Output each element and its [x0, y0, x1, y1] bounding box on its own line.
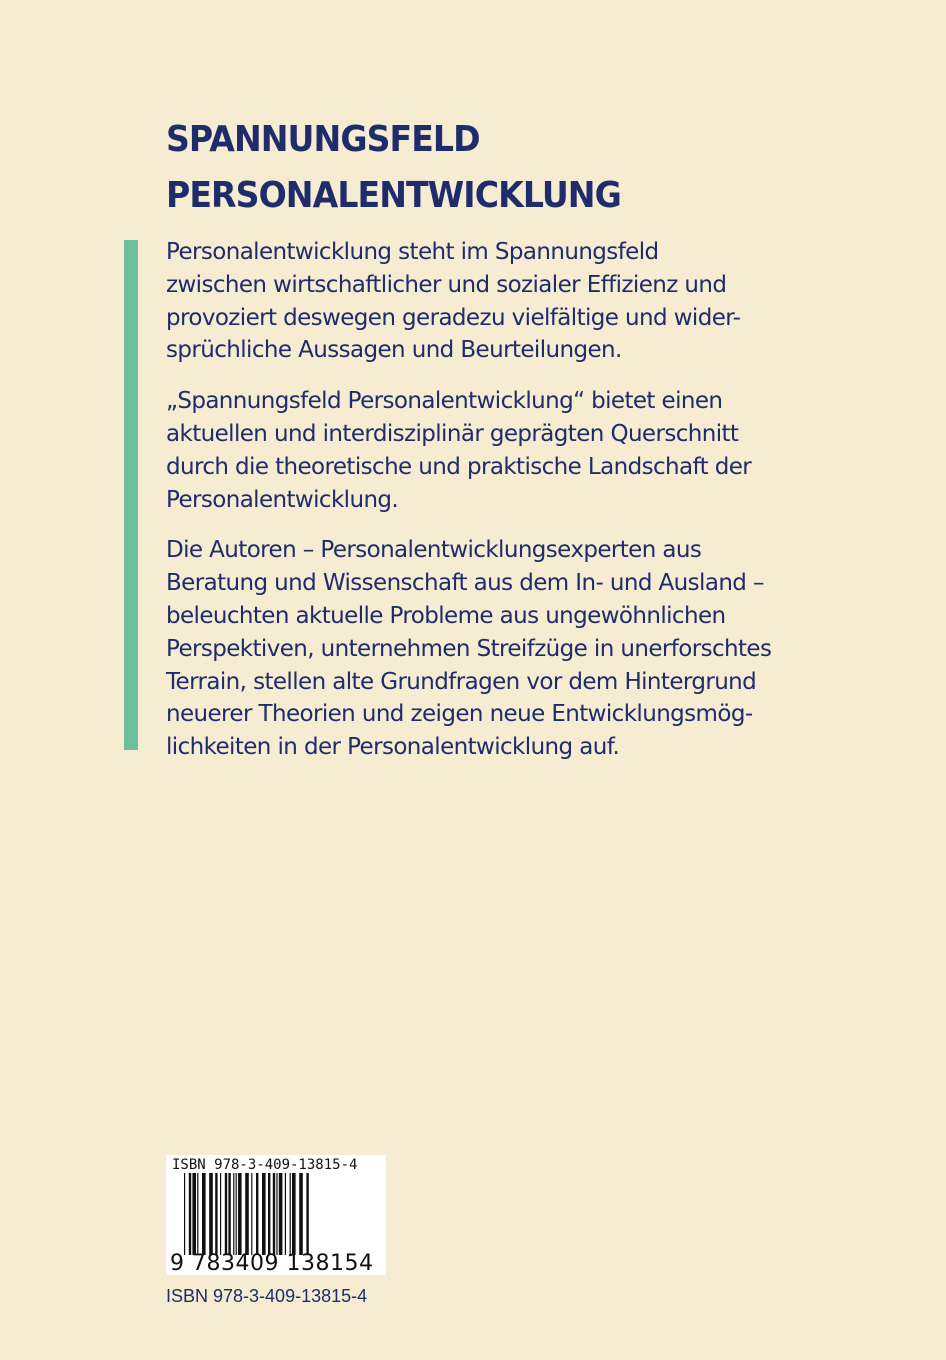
blurb-text: [166, 236, 786, 782]
barcode-bar: [233, 1173, 234, 1255]
text-line: Perspektiven, unternehmen Streifzüge in unerforschtes: [166, 635, 772, 662]
barcode-bar: [251, 1173, 252, 1255]
barcode-bar: [189, 1173, 191, 1255]
barcode-bars: [184, 1173, 380, 1255]
barcode-bar: [236, 1173, 237, 1255]
text-line: zwischen wirtschaftlicher und sozialer Effizienz und: [166, 271, 727, 298]
barcode-bar: [285, 1173, 286, 1255]
barcode-isbn-label: ISBN 978-3-409-13815-4: [172, 1157, 358, 1173]
paragraph-2: [166, 385, 786, 516]
barcode-bar: [262, 1173, 266, 1255]
barcode-bar: [268, 1173, 270, 1255]
barcode-bar: [245, 1173, 249, 1255]
text-line: aktuellen und interdisziplinär geprägten Querschnitt: [166, 420, 739, 447]
text-line: „Spannungsfeld Personalentwicklung“ bietet einen: [166, 388, 723, 415]
barcode-bar: [279, 1173, 283, 1255]
title-line-2: PERSONALENTWICKLUNG: [166, 175, 621, 216]
text-line: beleuchten aktuelle Probleme aus ungewöhnlichen: [166, 602, 726, 629]
barcode-bar: [299, 1173, 303, 1255]
barcode-bar: [225, 1173, 227, 1255]
text-line: provoziert deswegen geradezu vielfältige und wider-: [166, 304, 741, 331]
text-line: lichkeiten in der Personalentwicklung auf.: [166, 734, 620, 761]
barcode-bar: [238, 1173, 242, 1255]
barcode-bar: [306, 1173, 308, 1255]
text-line: durch die theoretische und praktische Landschaft der: [166, 453, 752, 480]
text-line: Personalentwicklung.: [166, 486, 399, 513]
barcode-bar: [273, 1173, 275, 1255]
text-line: Die Autoren – Personalentwicklungsexperten aus: [166, 537, 702, 564]
text-line: neuerer Theorien und zeigen neue Entwicklungsmög-: [166, 701, 753, 728]
barcode-bar: [184, 1173, 185, 1255]
barcode-bar: [276, 1173, 277, 1255]
barcode-bar: [228, 1173, 230, 1255]
text-line: Personalentwicklung steht im Spannungsfeld: [166, 239, 659, 265]
text-line: Terrain, stellen alte Grundfragen vor dem Hintergrund: [166, 668, 757, 695]
barcode-bar: [215, 1173, 217, 1255]
barcode-bar: [202, 1173, 206, 1255]
barcode-digits: 9 783409 138154: [170, 1251, 374, 1276]
barcode-bar: [192, 1173, 196, 1255]
text-line: Beratung und Wissenschaft aus dem In- und Ausland –: [166, 570, 764, 597]
barcode: [166, 1155, 386, 1275]
barcode-bar: [197, 1173, 198, 1255]
book-title: [166, 112, 621, 224]
paragraph-3: [166, 534, 786, 764]
barcode-bar: [220, 1173, 221, 1255]
title-line-1: SPANNUNGSFELD: [166, 119, 480, 160]
paragraph-1: [166, 236, 786, 367]
barcode-bar: [290, 1173, 291, 1255]
barcode-bar: [209, 1173, 213, 1255]
text-line: sprüchliche Aussagen und Beurteilungen.: [166, 337, 622, 364]
accent-bar: [124, 240, 138, 750]
isbn-number: ISBN 978-3-409-13815-4: [166, 1286, 368, 1306]
barcode-bar: [256, 1173, 258, 1255]
barcode-bar: [292, 1173, 296, 1255]
